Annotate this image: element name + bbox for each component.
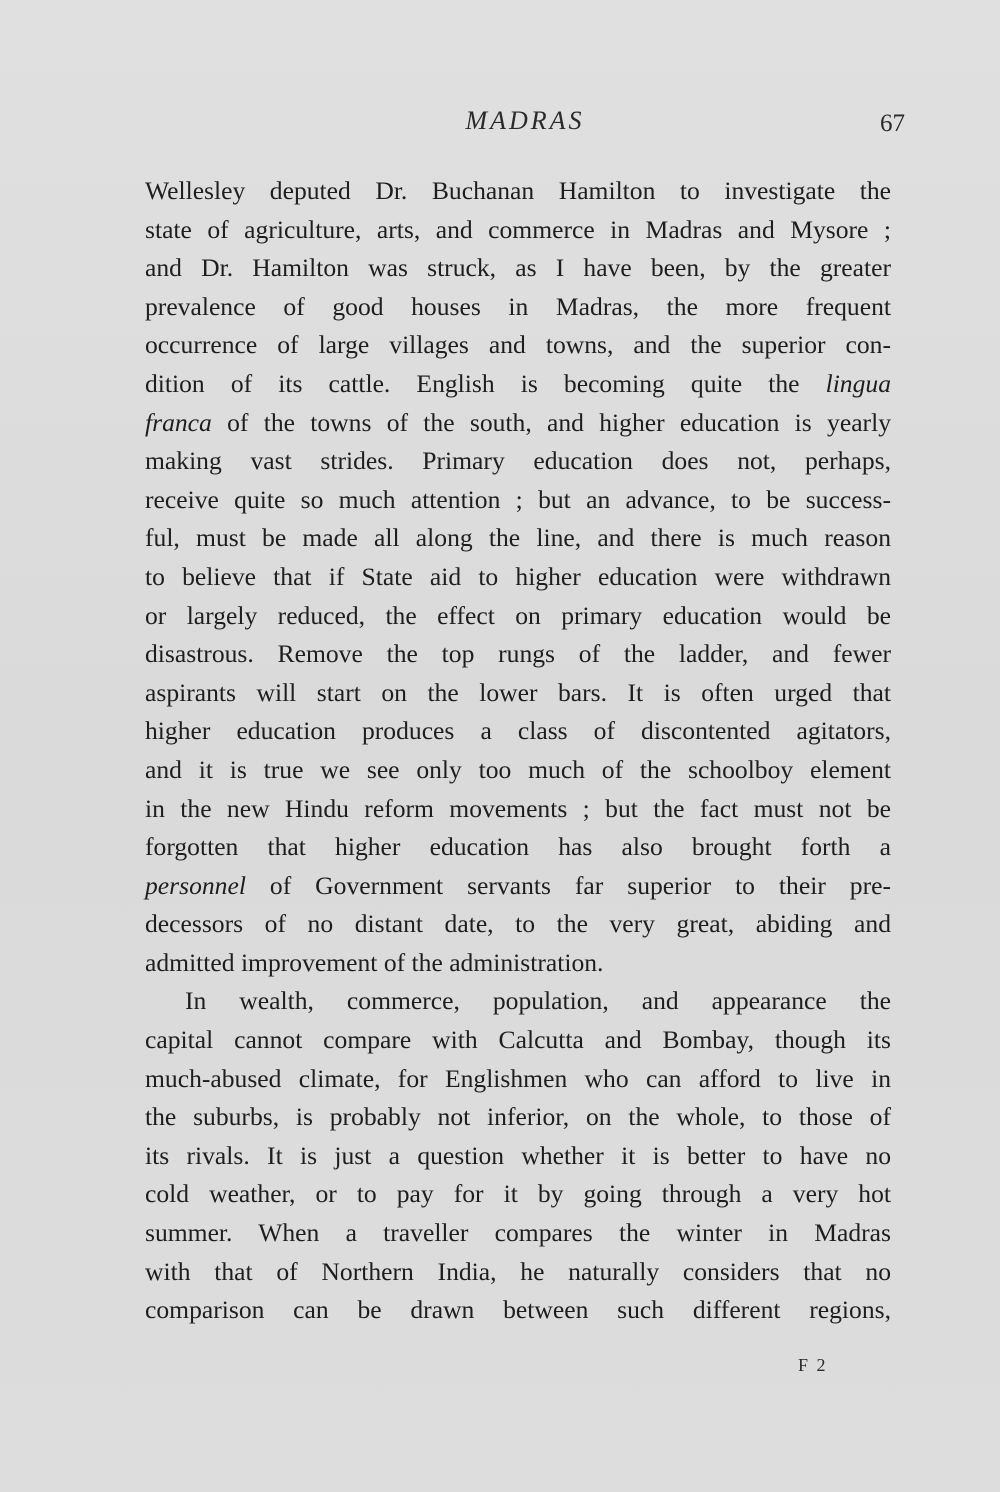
text-segment: capital cannot compare with Calcutta and Bombay, though its bbox=[145, 1025, 891, 1055]
text-line bbox=[145, 674, 891, 713]
text-line bbox=[145, 249, 891, 288]
text-line bbox=[145, 635, 891, 674]
text-segment: admitted improvement of the administration. bbox=[145, 947, 604, 977]
text-segment: aspirants will start on the lower bars. It is often urged that bbox=[145, 677, 891, 707]
text-line bbox=[145, 404, 891, 443]
text-line bbox=[145, 982, 891, 1021]
text-segment: the suburbs, is probably not inferior, on the whole, to those of bbox=[145, 1102, 891, 1132]
text-segment: occurrence of large villages and towns, and the superior con- bbox=[145, 330, 891, 360]
text-segment: decessors of no distant date, to the very great, abiding and bbox=[145, 909, 891, 939]
text-line bbox=[145, 326, 891, 365]
text-line bbox=[145, 712, 891, 751]
page-number: 67 bbox=[880, 110, 905, 137]
text-segment: prevalence of good houses in Madras, the more frequent bbox=[145, 291, 891, 321]
text-line bbox=[145, 365, 891, 404]
text-segment: much-abused climate, for Englishmen who can afford to live in bbox=[145, 1063, 891, 1093]
text-segment: dition of its cattle. English is becoming quite the bbox=[145, 368, 826, 398]
page-header bbox=[145, 100, 905, 140]
text-segment: ful, must be made all along the line, and there is much reason bbox=[145, 523, 891, 553]
paragraph bbox=[145, 172, 891, 982]
text-segment: Wellesley deputed Dr. Buchanan Hamilton to investigate the bbox=[145, 176, 891, 205]
text-segment: forgotten that higher education has also brought forth a bbox=[145, 832, 891, 862]
text-line bbox=[145, 172, 891, 211]
text-segment: of the towns of the south, and higher education is yearly bbox=[211, 407, 891, 437]
signature-mark: F 2 bbox=[798, 1355, 828, 1375]
text-line bbox=[145, 597, 891, 636]
running-title: MADRAS bbox=[465, 106, 585, 135]
italic-text: personnel bbox=[145, 870, 246, 900]
text-line bbox=[145, 1253, 891, 1292]
italic-text: lingua bbox=[825, 368, 891, 398]
text-segment: state of agriculture, arts, and commerce in Madras and Mysore ; bbox=[145, 214, 891, 244]
text-segment: making vast strides. Primary education does not, perhaps, bbox=[145, 446, 891, 476]
paragraph bbox=[145, 982, 891, 1329]
text-segment: to believe that if State aid to higher education were withdrawn bbox=[145, 561, 891, 591]
text-line bbox=[145, 944, 891, 983]
text-line bbox=[145, 558, 891, 597]
text-line bbox=[145, 481, 891, 520]
text-segment: receive quite so much attention ; but an advance, to be success- bbox=[145, 484, 891, 514]
text-segment: higher education produces a class of discontented agitators, bbox=[145, 716, 891, 746]
text-segment: with that of Northern India, he naturally considers that no bbox=[145, 1256, 891, 1286]
text-segment: or largely reduced, the effect on primary education would be bbox=[145, 600, 891, 630]
text-line bbox=[145, 867, 891, 906]
body-text bbox=[145, 172, 891, 1330]
text-segment: summer. When a traveller compares the winter in Madras bbox=[145, 1218, 891, 1248]
text-line bbox=[145, 1291, 891, 1330]
text-segment: cold weather, or to pay for it by going through a very hot bbox=[145, 1179, 891, 1209]
text-segment: of Government servants far superior to their pre- bbox=[245, 870, 891, 900]
text-line bbox=[145, 1214, 891, 1253]
text-segment: disastrous. Remove the top rungs of the ladder, and fewer bbox=[145, 639, 891, 669]
text-line bbox=[145, 288, 891, 327]
text-segment: and it is true we see only too much of the schoolboy element bbox=[145, 754, 891, 784]
text-line bbox=[145, 1021, 891, 1060]
text-line bbox=[145, 211, 891, 250]
text-segment: and Dr. Hamilton was struck, as I have been, by the greater bbox=[145, 253, 891, 283]
text-segment: comparison can be drawn between such different regions, bbox=[145, 1295, 891, 1325]
text-line bbox=[145, 790, 891, 829]
text-line bbox=[145, 1175, 891, 1214]
text-line bbox=[145, 905, 891, 944]
text-segment: its rivals. It is just a question whether it is better to have no bbox=[145, 1140, 891, 1170]
text-line bbox=[145, 1060, 891, 1099]
text-line bbox=[145, 519, 891, 558]
italic-text: franca bbox=[145, 407, 212, 437]
text-line bbox=[145, 751, 891, 790]
text-line bbox=[145, 442, 891, 481]
text-line bbox=[145, 1098, 891, 1137]
text-line bbox=[145, 828, 891, 867]
text-line bbox=[145, 1137, 891, 1176]
text-segment: In wealth, commerce, population, and appearance the bbox=[185, 986, 891, 1016]
text-segment: in the new Hindu reform movements ; but the fact must not be bbox=[145, 793, 891, 823]
